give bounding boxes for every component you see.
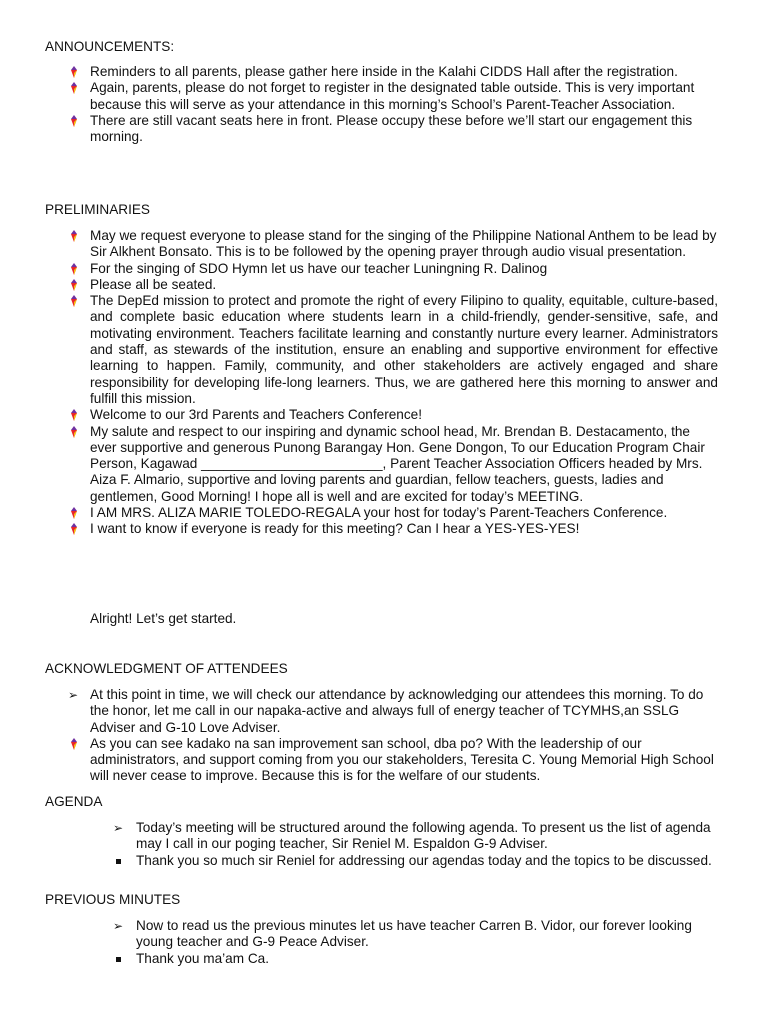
tri-bullet-icon (68, 115, 80, 127)
arrow-bullet-icon: ➢ (113, 821, 124, 835)
tri-bullet-icon (68, 426, 80, 438)
list-item (68, 277, 718, 293)
preliminary-text: May we request everyone to please stand for the singing of the Philippine National Anthem to be lead by Sir Alkhent Bonsato. This is to be followed by the opening prayer through audio visual presentation. (90, 228, 717, 260)
list-item (68, 407, 718, 423)
agenda-text: Today’s meeting will be structured around the following agenda. To present us the list of agenda may I call in our poging teacher, Sir Reniel M. Espaldon G-9 Adviser. (136, 820, 711, 852)
announcement-text: There are still vacant seats here in front. Please occupy these before we’ll start our engagement this morning. (90, 112, 693, 145)
acknowledgment-text: As you can see kadako na san improvement san school, dba po? With the leadership of our administrators, and support coming from you our stakeholders, Teresita C. Young Memorial High School will never cease to improve. Because this is for the welfare of our students. (90, 735, 714, 784)
list-item (68, 424, 718, 505)
get-started-text: Alright! Let’s get started. (90, 611, 237, 626)
agenda-text: Thank you so much sir Reniel for addressing our agendas today and the topics to be discussed. (136, 852, 712, 868)
list-item (68, 687, 718, 736)
announcement-text: Reminders to all parents, please gather here inside in the Kalahi CIDDS Hall after the registration. (90, 64, 678, 79)
list-item (68, 293, 718, 407)
list-item (113, 820, 719, 853)
tri-bullet-icon (68, 507, 80, 519)
list-item (68, 521, 718, 537)
list-item (68, 505, 718, 521)
list-item (68, 261, 718, 277)
preliminaries-list (68, 228, 718, 538)
list-item (68, 736, 718, 785)
arrow-bullet-icon: ➢ (113, 919, 124, 933)
agenda-list (113, 820, 719, 869)
tri-bullet-icon (68, 409, 80, 421)
list-item (113, 853, 719, 869)
previous-minutes-heading: PREVIOUS MINUTES (45, 892, 181, 907)
previous-minutes-list (113, 918, 719, 967)
preliminary-text: My salute and respect to our inspiring and dynamic school head, Mr. Brendan B. Destacamento, the ever supportive and generous Punong Barangay Hon. Gene Dongon, To our Education Program Chair Person, Kagawad ________________________, Parent Teacher Association Officers headed by Mrs. Aiza F. Almario, supportive and loving parents and guardian, fellow teachers, guests, ladies and gentlemen, Good Morning! I hope all is well and are excited for today’s MEETING. (90, 423, 705, 504)
deped-mission-text: The DepEd mission to protect and promote the right of every Filipino to quality, equitable, culture-based, and complete basic education where students learn in a child-friendly, gender-sensitive, safe, and motivating environment. Teachers facilitate learning and constantly nurture every learner. Administrators and staff, as stewards of the institution, ensure an enabling and supportive environment for effective learning to happen. Family, community, and other stakeholders are actively engaged and share responsibility for developing life-long learners. Thus, we are gathered here this morning to answer and fulfill this mission. (90, 293, 718, 406)
tri-bullet-icon (68, 66, 80, 78)
list-item (113, 918, 719, 951)
tri-bullet-icon (68, 279, 80, 291)
tri-bullet-icon (68, 82, 80, 94)
preliminary-text: I want to know if everyone is ready for this meeting? Can I hear a YES-YES-YES! (90, 521, 580, 537)
preliminary-text: Welcome to our 3rd Parents and Teachers Conference! (90, 407, 422, 423)
minutes-text: Thank you ma’am Ca. (136, 950, 269, 966)
announcements-heading: ANNOUNCEMENTS: (45, 39, 175, 54)
list-item (68, 64, 718, 80)
arrow-bullet-icon: ➢ (68, 688, 79, 702)
list-item (113, 951, 719, 967)
tri-bullet-icon (68, 263, 80, 275)
preliminary-text: For the singing of SDO Hymn let us have our teacher Luningning R. Dalinog (90, 260, 548, 276)
preliminary-text: I AM MRS. ALIZA MARIE TOLEDO-REGALA your host for today’s Parent-Teachers Conference. (90, 505, 668, 521)
announcement-text: Again, parents, please do not forget to register in the designated table outside. This is very important because this will serve as your attendance in this morning’s School’s Parent-Teacher Association. (90, 80, 695, 112)
tri-bullet-icon (68, 230, 80, 242)
tri-bullet-icon (68, 738, 80, 750)
acknowledgment-list (68, 687, 718, 785)
square-bullet-icon (116, 957, 121, 962)
agenda-heading: AGENDA (45, 794, 103, 809)
preliminaries-heading: PRELIMINARIES (45, 202, 150, 217)
announcements-list (68, 64, 718, 145)
acknowledgment-text: At this point in time, we will check our attendance by acknowledging our attendees this morning. To do the honor, let me call in our napaka-active and always full of energy teacher of TCYMHS,an SSLG Adviser and G-10 Love Adviser. (90, 687, 704, 735)
minutes-text: Now to read us the previous minutes let us have teacher Carren B. Vidor, our forever looking young teacher and G-9 Peace Adviser. (136, 918, 692, 950)
preliminary-text: Please all be seated. (90, 276, 217, 292)
list-item (68, 228, 718, 261)
square-bullet-icon (116, 859, 121, 864)
tri-bullet-icon (68, 295, 80, 307)
list-item (68, 80, 718, 113)
tri-bullet-icon (68, 523, 80, 535)
list-item (68, 113, 718, 146)
acknowledgment-heading: ACKNOWLEDGMENT OF ATTENDEES (45, 661, 288, 676)
